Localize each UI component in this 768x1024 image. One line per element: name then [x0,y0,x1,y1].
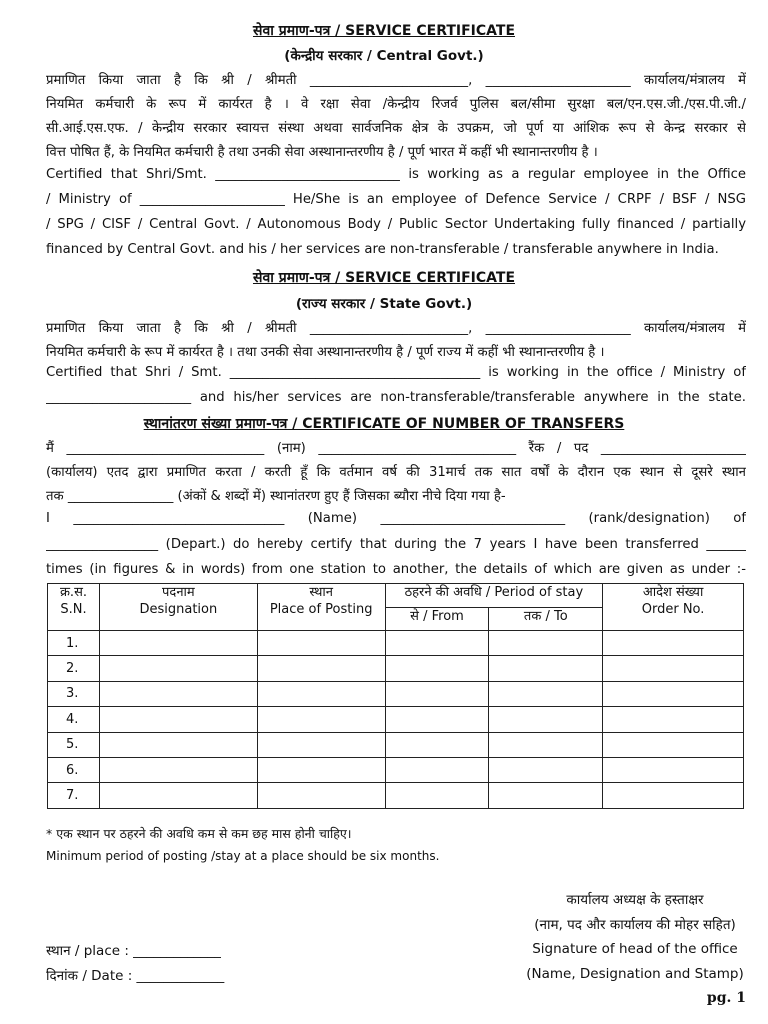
place-field: स्थान / place : _____________ [46,943,221,959]
row-number: 6. [48,757,100,782]
table-row [48,707,744,732]
cell-to[interactable] [489,681,603,706]
signature-hi-line-2: (नाम, पद और कार्यालय की मोहर सहित) [534,917,736,933]
cell-place[interactable] [257,783,385,808]
state-govt-subtitle: (राज्य सरकार / State Govt.) [295,296,473,312]
cell-from[interactable] [385,631,489,656]
table-row [48,783,744,808]
signature-en-line-2: (Name, Designation and Stamp) [526,966,744,982]
row-number: 5. [48,732,100,757]
header-from: से / From [385,607,489,631]
cell-order[interactable] [603,681,744,706]
cell-from[interactable] [385,707,489,732]
sec2-line-2: नियमित कर्मचारी के रूप में कार्यरत है । तथा उनकी सेवा अस्थानान्तरणीय है / पूर्ण राज्य में कहीं भी स्थानान्तरणीय है । [46,345,605,360]
cell-from[interactable] [385,783,489,808]
sec2-line-3: Certified that Shri / Smt. ______________________________________ is working in the office / Ministry of [46,365,746,380]
row-number: 3. [48,681,100,706]
header-place-en: Place of Posting [269,602,373,617]
row-number: 7. [48,783,100,808]
cell-order[interactable] [603,732,744,757]
sec1-line-1: प्रमाणित किया जाता है कि श्री / श्रीमती ________________________, ______________________ कार्यालय/मंत्रालय में [46,73,746,88]
cell-order[interactable] [603,631,744,656]
row-number: 1. [48,631,100,656]
cell-designation[interactable] [99,783,257,808]
sec1-line-3: सी.आई.एस.एफ. / केन्द्रीय सरकार स्वायत्त संस्था अथवा सार्वजनिक क्षेत्र के उपक्रम, जो पूर्ण या आंशिक रूप से केन्द्र सरकार से [46,121,746,136]
table-row [48,681,744,706]
header-period: ठहरने की अवधि / Period of stay [385,584,603,608]
sec1-line-6: / Ministry of ______________________ He/She is an employee of Defence Service / CRPF / BSF / NSG [46,192,746,207]
cell-to[interactable] [489,656,603,681]
cell-place[interactable] [257,732,385,757]
cell-order[interactable] [603,757,744,782]
sec1-line-4: वित्त पोषित हैं, के नियमित कर्मचारी है तथा उनकी सेवा अस्थानान्तरणीय है / पूर्ण भारत में कहीं भी स्थानान्तरणीय है । [46,145,598,160]
note-hindi: * एक स्थान पर ठहरने की अवधि कम से कम छह मास होनी चाहिए। [46,826,352,841]
header-designation-en: Designation [139,602,218,617]
cell-to[interactable] [489,757,603,782]
cell-place[interactable] [257,707,385,732]
cell-place[interactable] [257,631,385,656]
header-order-en: Order No. [641,602,705,617]
header-place-hi: स्थान [309,585,334,600]
cell-order[interactable] [603,656,744,681]
header-to: तक / To [489,607,603,631]
cell-place[interactable] [257,681,385,706]
service-certificate-title: सेवा प्रमाण-पत्र / SERVICE CERTIFICATE [252,23,516,39]
header-order-hi: आदेश संख्या [642,585,704,600]
sec2-line-1: प्रमाणित किया जाता है कि श्री / श्रीमती ________________________, ______________________ कार्यालय/मंत्रालय में [46,321,746,336]
cell-to[interactable] [489,631,603,656]
transfers-table [47,583,744,809]
sec3-line-4: I ________________________________ (Name) ____________________________ (rank/designation) of [46,511,746,526]
header-sn [48,584,100,631]
cell-designation[interactable] [99,707,257,732]
header-designation [99,584,257,631]
service-certificate-title-2: सेवा प्रमाण-पत्र / SERVICE CERTIFICATE [252,270,516,286]
cell-designation[interactable] [99,732,257,757]
cell-designation[interactable] [99,757,257,782]
sec1-line-7: / SPG / CISF / Central Govt. / Autonomous Body / Public Sector Undertaking fully financed / partially [46,217,746,232]
header-sn-en: S.N. [60,602,87,617]
table-header-row [48,584,744,608]
cell-order[interactable] [603,707,744,732]
cell-to[interactable] [489,783,603,808]
cell-to[interactable] [489,707,603,732]
sec3-line-2: (कार्यालय) एतद द्वारा प्रमाणित करता / करती हूँ कि वर्तमान वर्ष की 31मार्च तक सात वर्षों के दौरान एक स्थान से दूसरे स्थान [46,465,746,480]
cell-designation[interactable] [99,681,257,706]
cell-from[interactable] [385,732,489,757]
signature-hi-line-1: कार्यालय अध्यक्ष के हस्ताक्षर [566,892,704,908]
header-order [603,584,744,631]
cell-place[interactable] [257,757,385,782]
table-row [48,631,744,656]
sec3-line-6: times (in figures & in words) from one station to another, the details of which are given as under :- [46,562,746,577]
table-row [48,656,744,681]
cell-order[interactable] [603,783,744,808]
sec1-line-5: Certified that Shri/Smt. ____________________________ is working as a regular employee in the Office [46,167,746,182]
sec1-line-2: नियमित कर्मचारी के रूप में कार्यरत है । वे रक्षा सेवा /केन्द्रीय रिजर्व पुलिस बल/सीमा सुरक्षा बल/एन.एस.जी./एस.पी.जी./ [46,97,746,112]
central-govt-subtitle: (केन्द्रीय सरकार / Central Govt.) [284,48,484,64]
header-designation-hi: पदनाम [162,585,195,600]
row-number: 4. [48,707,100,732]
cell-from[interactable] [385,656,489,681]
table-row [48,757,744,782]
cell-designation[interactable] [99,631,257,656]
page-number: pg. 1 [706,990,746,1006]
note-english: Minimum period of posting /stay at a place should be six months. [46,849,440,863]
cell-to[interactable] [489,732,603,757]
cell-from[interactable] [385,681,489,706]
sec2-line-4: ______________________ and his/her services are non-transferable/transferable anywhere in the state. [46,390,746,405]
cell-from[interactable] [385,757,489,782]
cell-designation[interactable] [99,656,257,681]
sec1-line-8: financed by Central Govt. and his / her services are non-transferable / transferable anywhere in India. [46,242,719,257]
transfers-certificate-title: स्थानांतरण संख्या प्रमाण-पत्र / CERTIFICATE OF NUMBER OF TRANSFERS [143,416,625,432]
table-row [48,732,744,757]
cell-place[interactable] [257,656,385,681]
sec3-line-5: _________________ (Depart.) do hereby certify that during the 7 years I have been transferred ______ [46,537,746,552]
header-sn-hi: क्र.स. [59,585,87,600]
signature-en-line-1: Signature of head of the office [532,941,738,957]
header-place [257,584,385,631]
sec3-line-1: मैं ______________________________ (नाम) ______________________________ रैंक / पद ______________________ [46,441,746,456]
date-field: दिनांक / Date : _____________ [46,968,225,984]
row-number: 2. [48,656,100,681]
sec3-line-3: तक ________________ (अंकों & शब्दों में) स्थानांतरण हुए हैं जिसका ब्यौरा नीचे दिया गया है- [46,489,506,504]
